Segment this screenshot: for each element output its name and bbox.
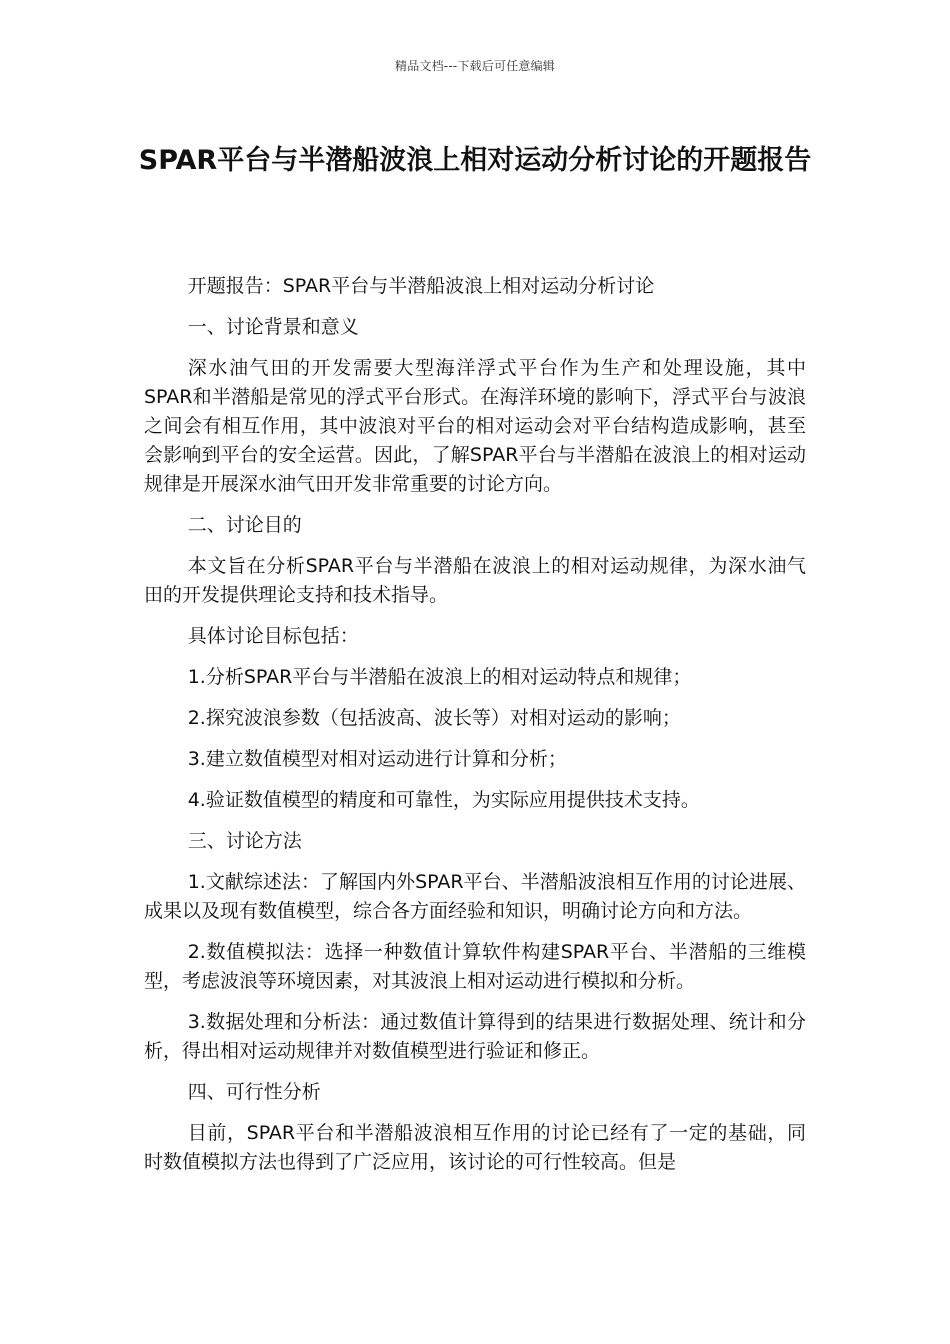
feasibility-paragraph: 目前，SPAR平台和半潜船波浪相互作用的讨论已经有了一定的基础，同时数值模拟方法也得到了广泛应用，该讨论的可行性较高。但是 — [144, 1122, 806, 1173]
section-heading-background: 一、讨论背景和意义 — [187, 316, 359, 338]
goal-item: 1.分析SPAR平台与半潜船在波浪上的相对运动特点和规律； — [187, 666, 692, 688]
document-body — [144, 272, 806, 1189]
section-heading-purpose: 二、讨论目的 — [187, 514, 302, 536]
goal-item: 2.探究波浪参数（包括波高、波长等）对相对运动的影响； — [187, 707, 681, 729]
goal-item: 3.建立数值模型对相对运动进行计算和分析； — [187, 748, 567, 770]
method-item: 3.数据处理和分析法：通过数值计算得到的结果进行数据处理、统计和分析，得出相对运动规律并对数值模型进行验证和修正。 — [144, 1011, 806, 1062]
page-header-note: 精品文档---下载后可任意编辑 — [395, 59, 555, 73]
document-title: SPAR平台与半潜船波浪上相对运动分析讨论的开题报告 — [138, 145, 812, 176]
purpose-paragraph: 本文旨在分析SPAR平台与半潜船在波浪上的相对运动规律，为深水油气田的开发提供理论支持和技术指导。 — [144, 555, 806, 606]
background-paragraph: 深水油气田的开发需要大型海洋浮式平台作为生产和处理设施，其中SPAR和半潜船是常见的浮式平台形式。在海洋环境的影响下，浮式平台与波浪之间会有相互作用，其中波浪对平台的相对运动会对平台结构造成影响，甚至会影响到平台的安全运营。因此，了解SPAR平台与半潜船在波浪上的相对运动规律是开展深水油气田开发非常重要的讨论方向。 — [144, 357, 806, 495]
section-heading-methods: 三、讨论方法 — [187, 830, 302, 852]
goals-intro: 具体讨论目标包括： — [187, 625, 359, 647]
method-item: 2.数值模拟法：选择一种数值计算软件构建SPAR平台、半潜船的三维模型，考虑波浪等环境因素，对其波浪上相对运动进行模拟和分析。 — [144, 941, 806, 992]
intro-line: 开题报告：SPAR平台与半潜船波浪上相对运动分析讨论 — [187, 275, 655, 297]
goal-item: 4.验证数值模型的精度和可靠性，为实际应用提供技术支持。 — [187, 789, 700, 811]
section-heading-feasibility: 四、可行性分析 — [187, 1081, 321, 1103]
method-item: 1.文献综述法：了解国内外SPAR平台、半潜船波浪相互作用的讨论进展、成果以及现有数值模型，综合各方面经验和知识，明确讨论方向和方法。 — [144, 871, 806, 922]
